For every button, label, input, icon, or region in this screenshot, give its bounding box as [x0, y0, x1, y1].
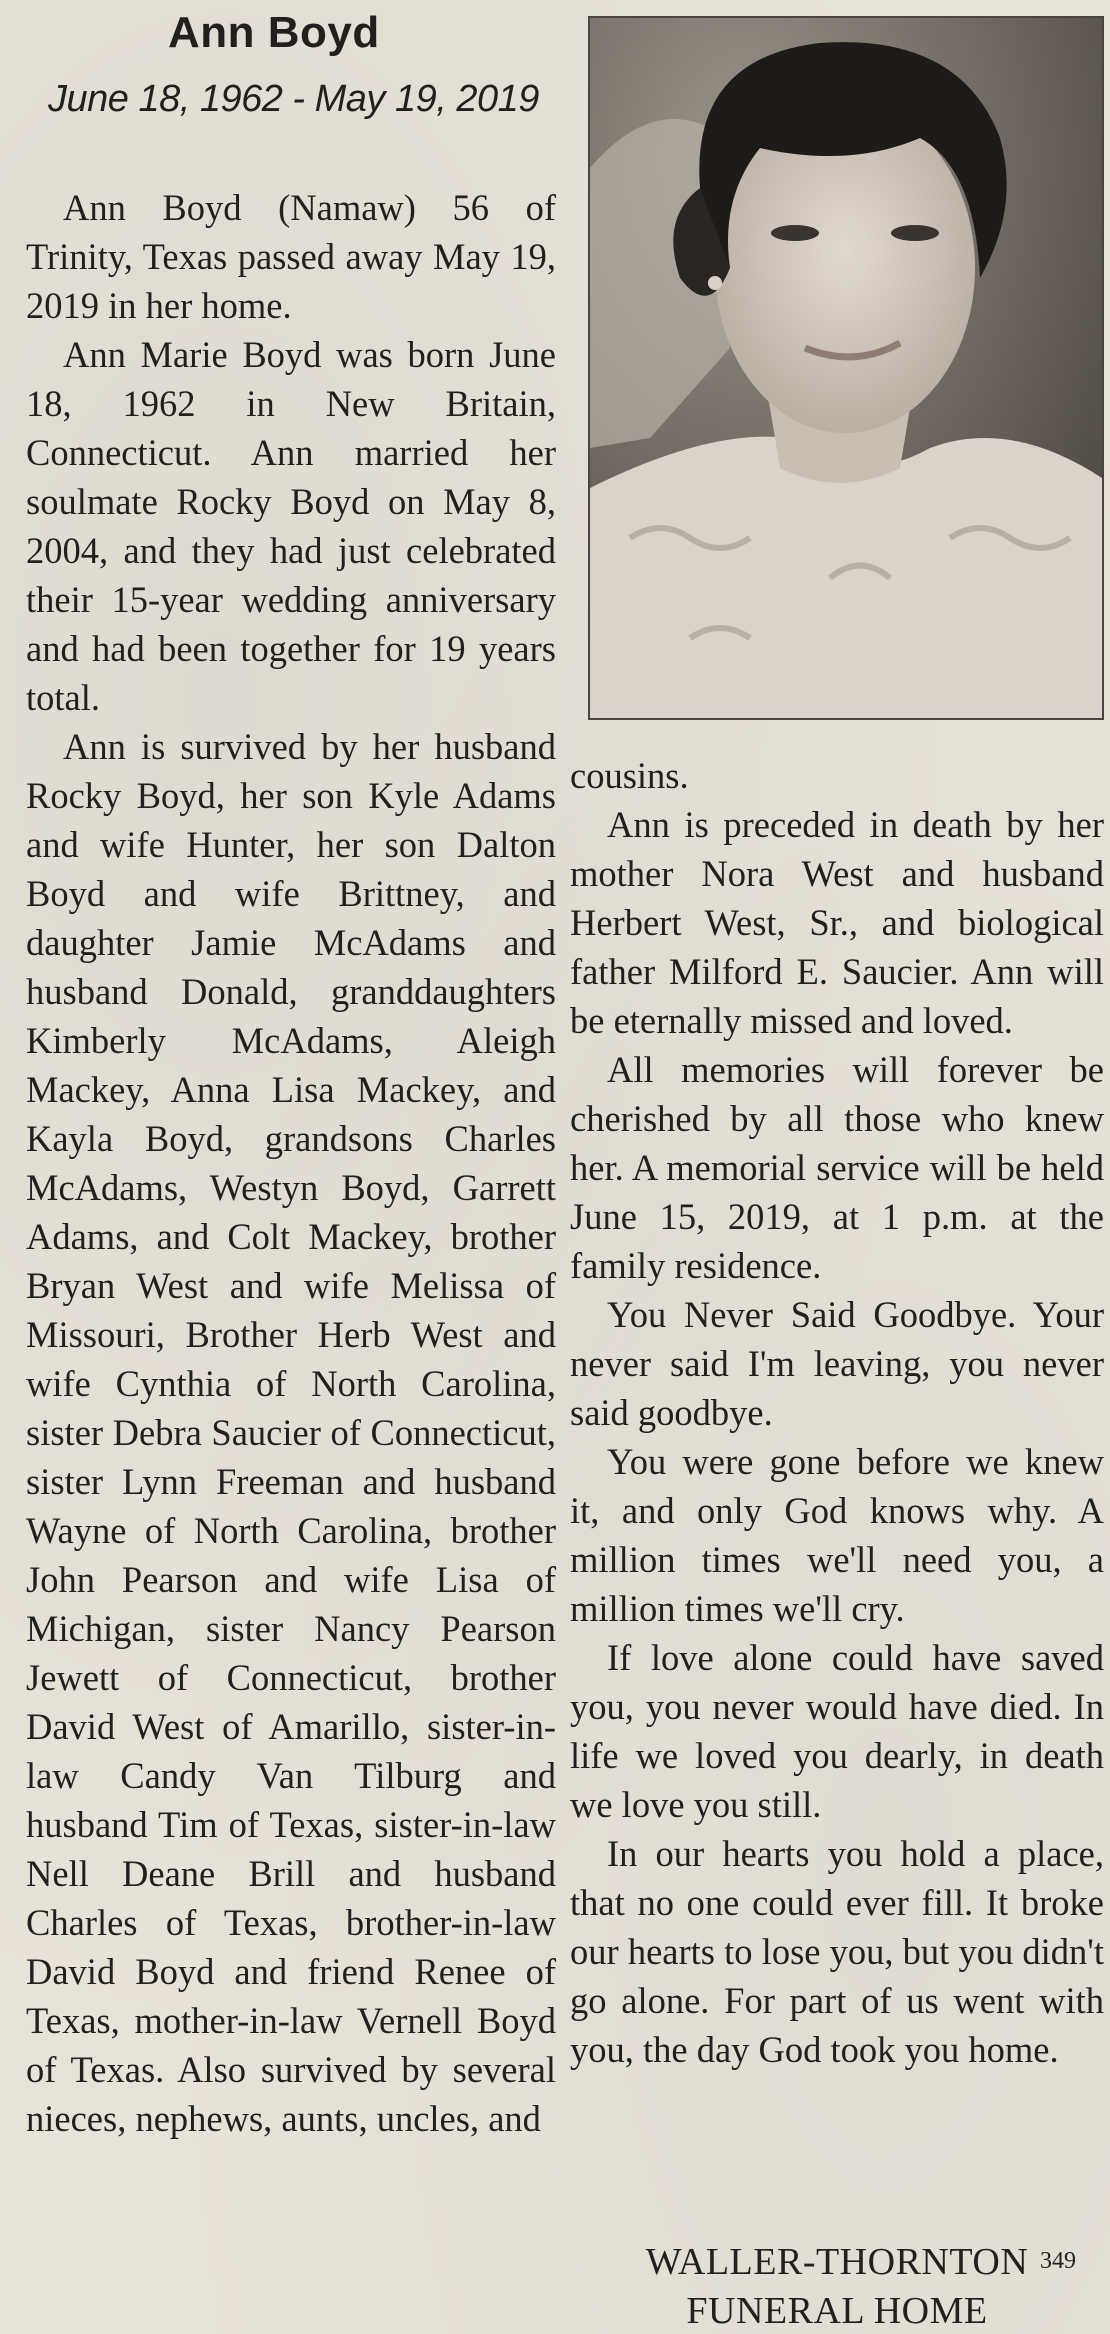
poem-paragraph: In our hearts you hold a place, that no one could ever fill. It broke our hearts to lose you, but you didn't go alone. For part of us went with you, the day God took you home.	[570, 1833, 1104, 2070]
poem-paragraph: You were gone before we knew it, and only God knows why. A million times we'll need you, a million times we'll cry.	[570, 1441, 1104, 1629]
paragraph: cousins.	[570, 755, 689, 796]
portrait-photo-icon	[590, 18, 1102, 718]
obituary-column-right	[570, 751, 1104, 2074]
funeral-home-name: WALLER-THORNTON	[645, 2241, 1029, 2283]
paragraph: All memories will forever be cherished by all those who knew her. A memorial service will be held June 15, 2019, at 1 p.m. at the family residence.	[570, 1049, 1104, 1286]
funeral-home-label: FUNERAL HOME	[686, 2290, 988, 2332]
paragraph: Ann Marie Boyd was born June 18, 1962 in New Britain, Connecticut. Ann married her soulmate Rocky Boyd on May 8, 2004, and they had just celebrated their 15-year wedding anniversary and had been together for 19 years total.	[26, 334, 556, 718]
portrait-photo	[588, 16, 1104, 720]
poem-paragraph: You Never Said Goodbye. Your never said I'm leaving, you never said goodbye.	[570, 1294, 1104, 1433]
obituary-column-left	[26, 183, 556, 2143]
paragraph: Ann is preceded in death by her mother Nora West and husband Herbert West, Sr., and biological father Milford E. Saucier. Ann will be eternally missed and loved.	[570, 804, 1104, 1041]
paragraph: Ann Boyd (Namaw) 56 of Trinity, Texas passed away May 19, 2019 in her home.	[26, 187, 556, 326]
obituary-name: Ann Boyd	[168, 8, 380, 57]
poem-paragraph: If love alone could have saved you, you never would have died. In life we loved you dearly, in death we love you still.	[570, 1637, 1104, 1825]
page-number: 349	[1040, 2248, 1076, 2274]
obituary-dates: June 18, 1962 - May 19, 2019	[48, 78, 539, 120]
paragraph: Ann is survived by her husband Rocky Boyd, her son Kyle Adams and wife Hunter, her son Dalton Boyd and wife Brittney, and daughter Jamie McAdams and husband Donald, granddaughters Kimberly McAdams, Aleigh Mackey, Anna Lisa Mackey, and Kayla Boyd, grandsons Charles McAdams, Westyn Boyd, Garrett Adams, and Colt Mackey, brother Bryan West and wife Melissa of Missouri, Brother Herb West and wife Cynthia of North Carolina, sister Debra Saucier of Connecticut, sister Lynn Freeman and husband Wayne of North Carolina, brother John Pearson and wife Lisa of Michigan, sister Nancy Pearson Jewett of Connecticut, brother David West of Amarillo, sister-in-law Candy Van Tilburg and husband Tim of Texas, sister-in-law Nell Deane Brill and husband Charles of Texas, brother-in-law David Boyd and friend Renee of Texas, mother-in-law Vernell Boyd of Texas. Also survived by several nieces, nephews, aunts, uncles, and	[26, 726, 556, 2139]
